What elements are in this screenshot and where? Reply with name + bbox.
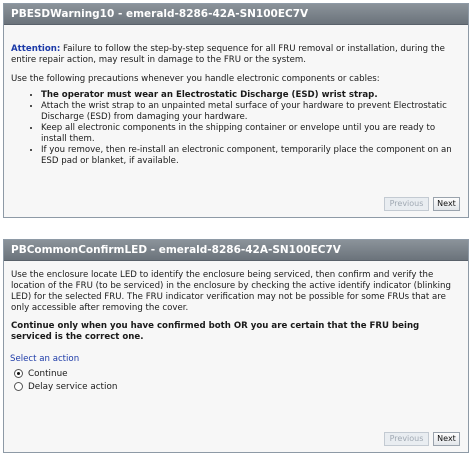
precaution-item: • The operator must wear an Electrostatic Discharge (ESD) wrist strap. bbox=[41, 90, 461, 101]
precaution-item: • Attach the wrist strap to an unpainted metal surface of your hardware to prevent Electrostatic Discharge (ESD) from damaging your hardware. bbox=[41, 101, 461, 123]
navigation-buttons bbox=[384, 197, 460, 211]
previous-button[interactable]: Previous bbox=[384, 432, 429, 446]
panel-title: PBESDWarning10 - emerald-8286-42A-SN100EC7V bbox=[4, 4, 468, 25]
attention-label: Attention: bbox=[11, 44, 61, 54]
option-label: Delay service action bbox=[28, 381, 118, 392]
precautions-intro: Use the following precautions whenever you handle electronic components or cables: bbox=[11, 74, 380, 84]
precaution-item: • If you remove, then re-install an electronic component, temporarily place the component on an ESD pad or blanket, if available. bbox=[41, 145, 461, 167]
attention-paragraph bbox=[11, 44, 461, 66]
option-label: Continue bbox=[28, 368, 68, 379]
precautions-list bbox=[11, 90, 461, 167]
led-instructions: Use the enclosure locate LED to identify the enclosure being serviced, then confirm and verify the location of the FRU (to be serviced) in the enclosure by checking the active identify indicator (blinking LED) for the selected FRU. The FRU indicator verification may not be possible for some FRUs that are only accessible after removing the cover. bbox=[11, 270, 451, 313]
navigation-buttons bbox=[384, 432, 460, 446]
action-radio-group bbox=[4, 367, 468, 393]
panel-title: PBCommonConfirmLED - emerald-8286-42A-SN100EC7V bbox=[4, 240, 468, 261]
continue-option[interactable] bbox=[14, 367, 468, 380]
next-button[interactable]: Next bbox=[433, 432, 460, 446]
radio-button[interactable] bbox=[14, 382, 23, 391]
precaution-item: • Keep all electronic components in the shipping container or envelope until you are ready to install them. bbox=[41, 123, 461, 145]
delay-service-option[interactable] bbox=[14, 380, 468, 393]
previous-button[interactable]: Previous bbox=[384, 197, 429, 211]
confirm-led-panel bbox=[3, 239, 469, 453]
radio-button-selected[interactable] bbox=[14, 369, 23, 378]
select-action-heading: Select an action bbox=[10, 354, 80, 364]
attention-text: Failure to follow the step-by-step sequence for all FRU removal or installation, during the entire repair action, may result in damage to the FRU or the system. bbox=[11, 44, 445, 65]
next-button[interactable]: Next bbox=[433, 197, 460, 211]
continue-warning: Continue only when you have confirmed both OR you are certain that the FRU being serviced is the correct one. bbox=[11, 321, 420, 342]
esd-warning-panel bbox=[3, 3, 469, 218]
